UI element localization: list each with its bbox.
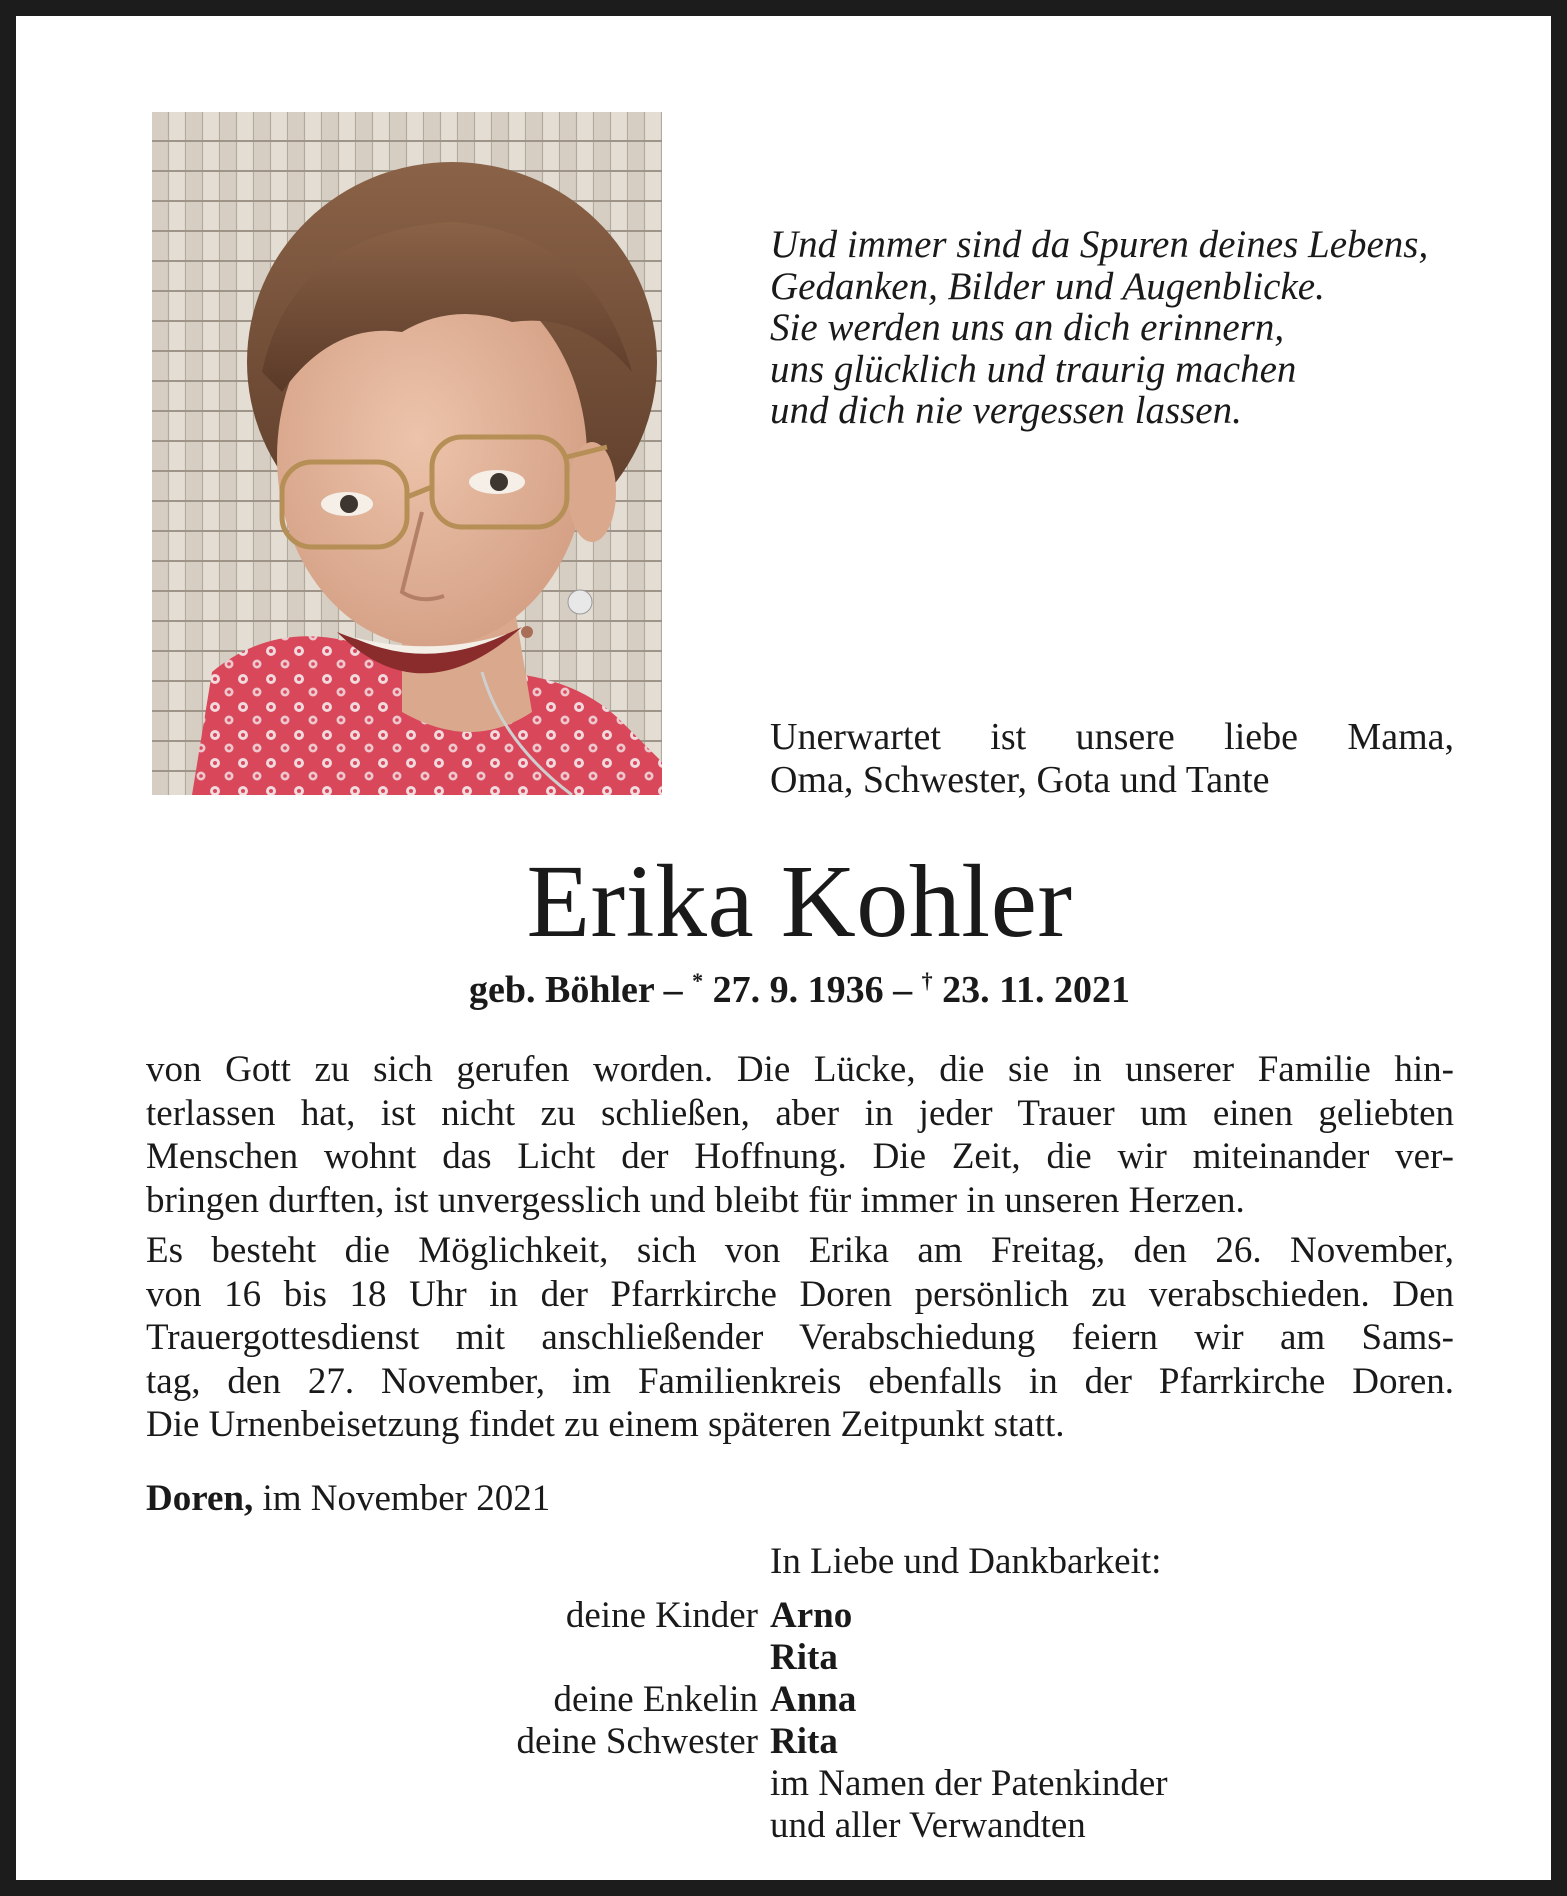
paragraph-line: tag, den 27. November, im Familienkreis ebenfalls in der Pfarrkirche Doren. [146, 1360, 1454, 1402]
footer-line: im Namen der Patenkinder [770, 1763, 1168, 1804]
poem-line: Und immer sind da Spuren deines Lebens, [770, 223, 1429, 266]
deceased-name: Erika Kohler [526, 844, 1073, 959]
signature-name: Rita [770, 1637, 838, 1678]
paragraph-line: Trauergottesdienst mit anschließender Verabschiedung feiern wir am Sams- [146, 1317, 1454, 1358]
paragraph-funeral-details [146, 1229, 1454, 1447]
portrait-photo [152, 112, 662, 795]
paragraph-line: bringen durften, ist unvergesslich und bleibt für immer in unseren Herzen. [146, 1179, 1245, 1221]
poem-line: und dich nie vergessen lassen. [770, 389, 1242, 432]
closing-line: In Liebe und Dankbarkeit: [770, 1541, 1162, 1582]
footer-line: und aller Verwandten [770, 1805, 1086, 1846]
signature-row [16, 1721, 1567, 1763]
birth-symbol: * [692, 968, 704, 993]
place-date [146, 1477, 550, 1521]
portrait-illustration [152, 112, 662, 795]
paragraph-line: Die Urnenbeisetzung findet zu einem späteren Zeitpunkt statt. [146, 1404, 1065, 1445]
birth-death-dates [16, 968, 1567, 1012]
maiden-name: geb. Böhler [469, 969, 655, 1011]
signature-row [16, 1637, 1567, 1679]
poem [770, 224, 1470, 432]
dash: – [654, 969, 693, 1011]
intro-line: Oma, Schwester, Gota und Tante [770, 759, 1270, 801]
signature-name: Arno [770, 1595, 853, 1636]
dash: – [883, 969, 922, 1011]
signature-relation: deine Kinder [565, 1595, 758, 1636]
signature-relation: deine Schwester [516, 1721, 758, 1762]
signature-row [16, 1595, 1567, 1637]
intro-line: Unerwartet ist unsere liebe Mama, [770, 716, 1454, 758]
paragraph-line: terlassen hat, ist nicht zu schließen, aber in jeder Trauer um einen geliebten [146, 1092, 1454, 1134]
place-town: Doren, [146, 1478, 254, 1519]
paragraph-line: von 16 bis 18 Uhr in der Pfarrkirche Doren persönlich zu verabschieden. Den [146, 1273, 1454, 1315]
signature-name: Rita [770, 1721, 838, 1762]
intro-text [770, 716, 1454, 802]
paragraph-line: Es besteht die Möglichkeit, sich von Erika am Freitag, den 26. November, [146, 1230, 1454, 1271]
birth-date: 27. 9. 1936 [703, 969, 884, 1011]
signature-relation: deine Enkelin [553, 1679, 758, 1720]
poem-line: uns glücklich und traurig machen [770, 347, 1297, 391]
poem-line: Gedanken, Bilder und Augenblicke. [770, 264, 1325, 308]
signature-row [16, 1679, 1567, 1721]
paragraph-line: von Gott zu sich gerufen worden. Die Lücke, die sie in unserer Familie hin- [146, 1049, 1454, 1090]
footer-row [16, 1805, 1567, 1847]
paragraph-line: Menschen wohnt das Licht der Hoffnung. Die Zeit, die wir miteinander ver- [146, 1136, 1454, 1177]
poem-line: Sie werden uns an dich erinnern, [770, 306, 1285, 349]
death-symbol: † [921, 968, 933, 993]
death-date: 23. 11. 2021 [932, 969, 1130, 1011]
place-month: im November 2021 [253, 1478, 551, 1519]
footer-row [16, 1763, 1567, 1805]
signature-name: Anna [770, 1679, 857, 1720]
paragraph-announcement [146, 1048, 1454, 1222]
